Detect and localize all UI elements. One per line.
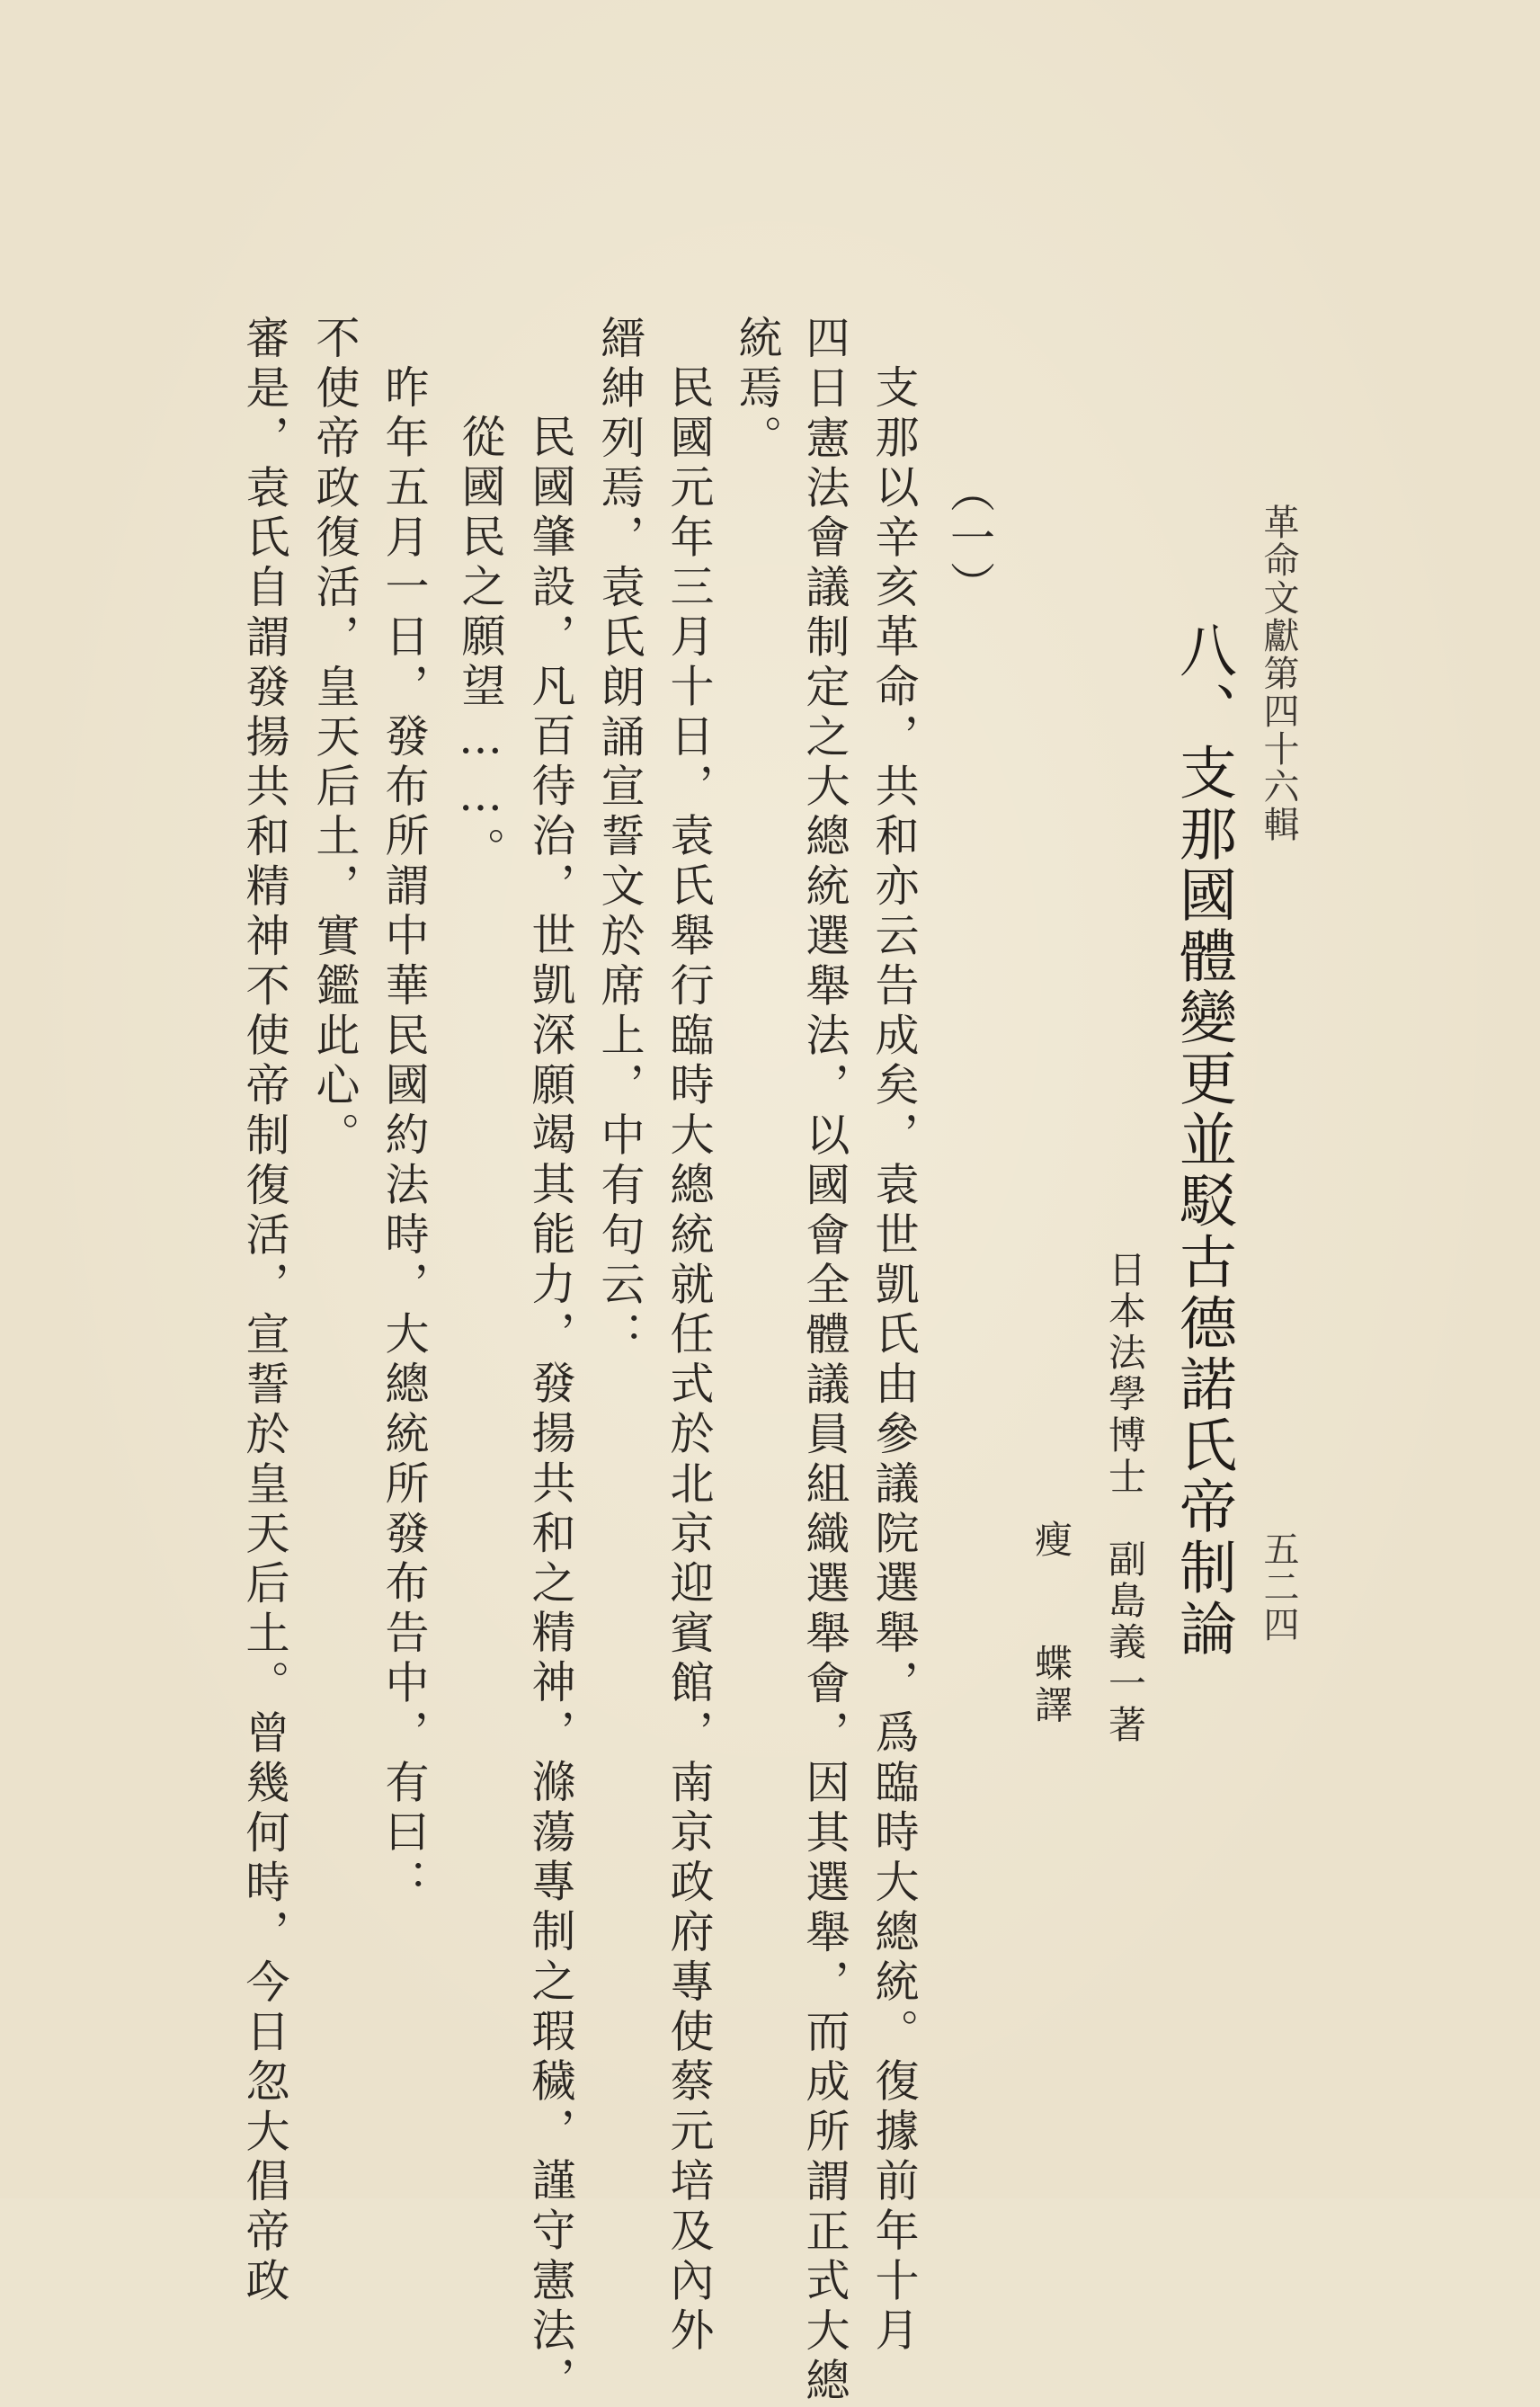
- page-number: 五二四: [1258, 1530, 1299, 1644]
- body-column: 縉紳列焉，袁氏朗誦宣誓文於席上，中有句云：: [594, 315, 645, 1361]
- body-column: 支那以辛亥革命，共和亦云告成矣，袁世凱氏由參議院選舉，爲臨時大總統。復據前年十月: [868, 364, 920, 2357]
- body-column: 不使帝政復活，皇天后土，實鑑此心。: [309, 315, 361, 1162]
- body-column: 四日憲法會議制定之大總統選舉法，以國會全體議員組織選舉會，因其選舉，而成所謂正式大總: [799, 315, 850, 2407]
- body-column: 民國元年三月十日，袁氏舉行臨時大總統就任式於北京迎賓館，南京政府專使蔡元培及內外: [663, 364, 715, 2357]
- body-column: 昨年五月一日，發布所謂中華民國約法時，大總統所發布告中，有曰：: [378, 364, 430, 1909]
- body-column: 審是，袁氏自謂發揚共和精神不使帝制復活，宣誓於皇天后土。曾幾何時，今日忽大倡帝政: [239, 315, 290, 2307]
- translator-line: 瘦 蝶譯: [1029, 1520, 1073, 1726]
- body-column: 民國肇設，凡百待治，世凱深願竭其能力，發揚共和之精神，滌蕩專制之瑕穢，謹守憲法，: [525, 414, 576, 2406]
- article-title: 八、支那國體變更並駁古德諾氏帝制論: [1170, 620, 1236, 1660]
- journal-header: 革命文獻第四十六輯: [1258, 504, 1299, 843]
- body-column: 從國民之願望……。: [455, 414, 506, 877]
- body-column: 統焉。: [732, 315, 783, 465]
- author-line: 日本法學博士 副島義一著: [1103, 1250, 1147, 1746]
- section-heading: （一）: [943, 468, 995, 608]
